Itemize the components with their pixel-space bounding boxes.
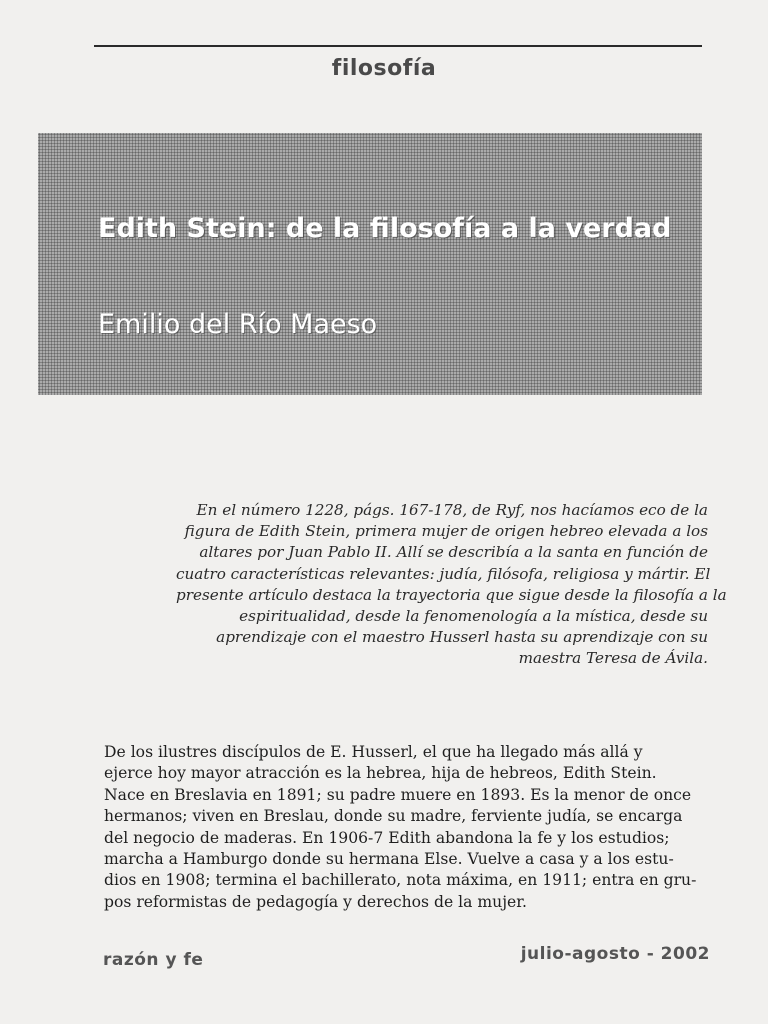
top-rule [94, 45, 702, 47]
section-label: filosofía [331, 56, 437, 81]
abstract-line: altares por Juan Pablo II. Allí se describía a la santa en función de [199, 543, 708, 562]
article-title: Edith Stein: de la filosofía a la verdad [98, 213, 672, 244]
body-line: ejerce hoy mayor atracción es la hebrea, hija de hebreos, Edith Stein. [104, 764, 657, 783]
abstract-line: figura de Edith Stein, primera mujer de origen hebreo elevada a los [184, 522, 708, 541]
body-line: pos reformistas de pedagogía y derechos de la mujer. [104, 892, 527, 911]
abstract-line: presente artículo destaca la trayectoria que sigue desde la filosofía a la [176, 585, 727, 604]
title-banner [38, 133, 702, 395]
footer-journal: razón y fe [103, 950, 204, 970]
body-line: hermanos; viven en Breslau, donde su madre, ferviente judía, se encarga [104, 807, 683, 826]
abstract-line: espiritualidad, desde la fenomenología a la mística, desde su [239, 607, 708, 626]
abstract-line: aprendizaje con el maestro Husserl hasta su aprendizaje con su [216, 628, 708, 647]
body-line: De los ilustres discípulos de E. Husserl, el que ha llegado más allá y [104, 743, 643, 761]
footer-issue-date: julio-agosto - 2002 [520, 944, 710, 964]
article-author: Emilio del Río Maeso [98, 309, 378, 340]
body-line: dios en 1908; termina el bachillerato, nota máxima, en 1911; entra en gru- [104, 871, 697, 890]
abstract-line: maestra Teresa de Ávila. [518, 649, 708, 668]
body-line: Nace en Breslavia en 1891; su padre muere en 1893. Es la menor de once [104, 785, 692, 804]
body-line: del negocio de maderas. En 1906-7 Edith abandona la fe y los estudios; [104, 828, 670, 847]
abstract-line: En el número 1228, págs. 167-178, de Ryf, nos hacíamos eco de la [196, 501, 708, 519]
abstract-line: cuatro características relevantes: judía, filósofa, religiosa y mártir. El [176, 564, 711, 583]
abstract [176, 500, 727, 670]
body-line: marcha a Hamburgo donde su hermana Else. Vuelve a casa y a los estu- [104, 850, 674, 869]
body-text [104, 742, 712, 913]
